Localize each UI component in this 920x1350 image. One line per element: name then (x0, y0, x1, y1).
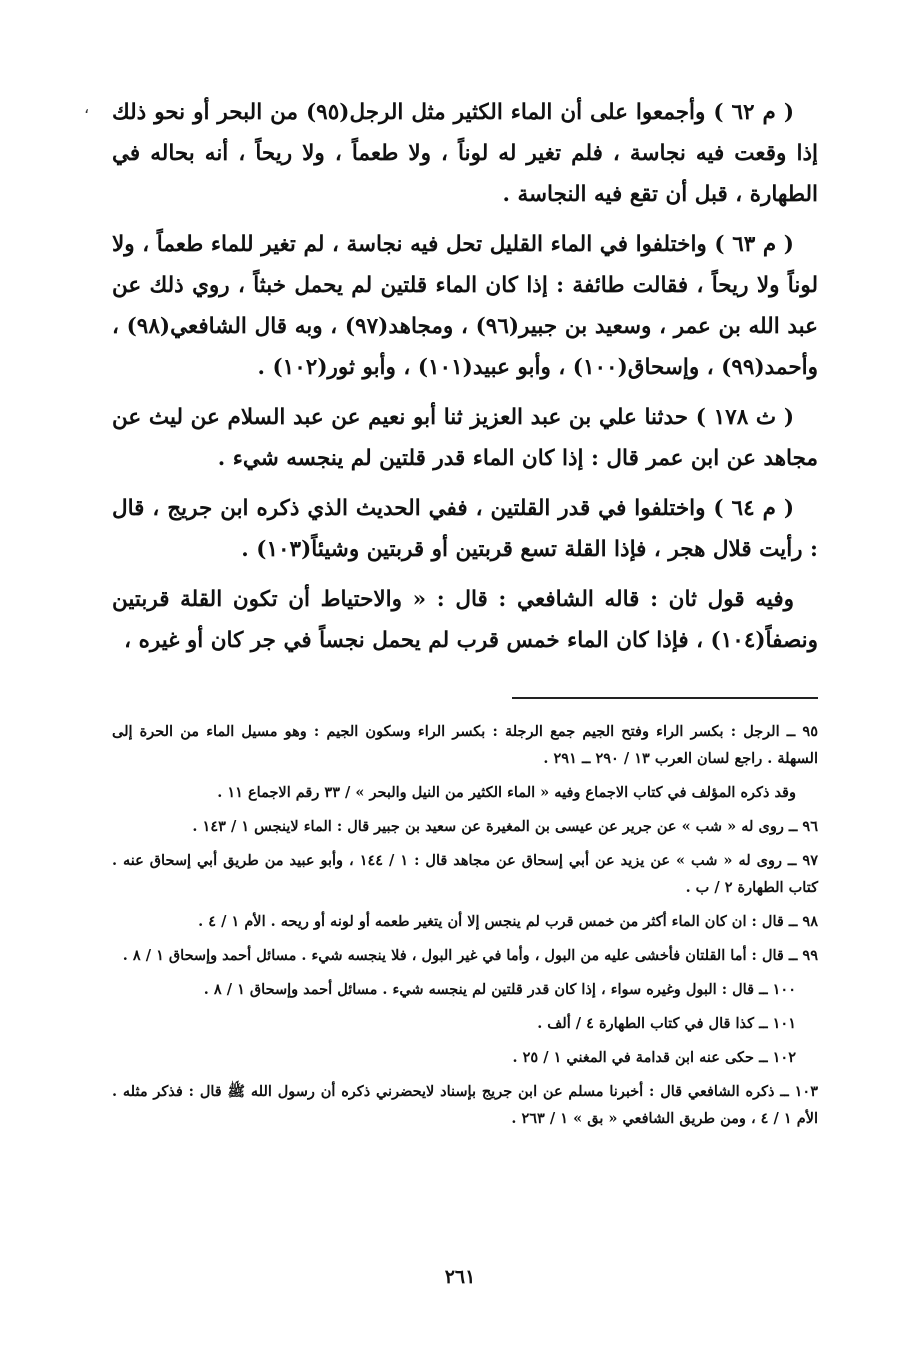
footnote-98: ٩٨ ــ قال : ان كان الماء أكثر من خمس قرب لم ينجس إلا أن يتغير طعمه أو لونه أو ريحه . الأم ١ / ٤ . (198, 913, 818, 930)
paragraph-m63: ( م ٦٣ ) واختلفوا في الماء القليل تحل فيه نجاسة ، لم تغير للماء طعماً ، ولا لوناً ولا ريحاً ، فقالت طائفة : إذا كان الماء قلتين لم يحمل خبثاً ، روي ذلك عن عبد الله بن عمر ، وسعيد بن جبير(٩٦) ، ومجاهد(٩٧) ، وبه قال الشافعي(٩٨) ، وأحمد(٩٩) ، وإسحاق(١٠٠) ، وأبو عبيد(١٠١) ، وأبو ثور(١٠٢) . (112, 232, 818, 380)
footnotes (112, 718, 818, 1139)
paragraph-m64: ( م ٦٤ ) واختلفوا في قدر القلتين ، ففي الحديث الذي ذكره ابن جريج ، قال : رأيت قلال هجر ، فإذا القلة تسع قربتين أو قربتين وشيئاً(١٠٣) . (112, 496, 818, 562)
page-number: ٢٦١ (444, 1266, 476, 1288)
footnote-95: ٩٥ ــ الرجل : بكسر الراء وفتح الجيم جمع الرجلة : بكسر الراء وسكون الجيم : وهو مسيل الماء من الحرة إلى السهلة . راجع لسان العرب ١٣ / ٢٩٠ ــ ٢٩١ . (112, 723, 818, 767)
footnote-separator (512, 697, 818, 699)
main-text (112, 92, 818, 670)
footnote-99: ٩٩ ــ قال : أما القلتان فأخشى عليه من البول ، وأما في غير البول ، فلا ينجسه شيء . مسائل أحمد وإسحاق ١ / ٨ . (122, 947, 818, 964)
footnote-103: ١٠٣ ــ ذكره الشافعي قال : أخبرنا مسلم عن ابن جريج بإسناد لايحضرني ذكره أن رسول الله ﷺ قال : فذكر مثله . الأم ١ / ٤ ، ومن طريق الشافعي « بق » ١ / ٢٦٣ . (112, 1083, 818, 1127)
footnote-101: ١٠١ ــ كذا قال في كتاب الطهارة ٤ / ألف . (537, 1015, 796, 1032)
footnote-96: ٩٦ ــ روى له « شب » عن جرير عن عيسى بن المغيرة عن سعيد بن جبير قال : الماء لاينجس ١ / ١٤٣ . (192, 818, 818, 835)
paragraph-m62: ( م ٦٢ ) وأجمعوا على أن الماء الكثير مثل الرجل(٩٥) من البحر أو نحو ذلك إذا وقعت فيه نجاسة ، فلم تغير له لوناً ، ولا طعماً ، ولا ريحاً ، أنه بحاله في الطهارة ، قبل أن تقع فيه النجاسة . (112, 100, 818, 207)
footnote-100: ١٠٠ ــ قال : البول وغيره سواء ، إذا كان قدر قلتين لم ينجسه شيء . مسائل أحمد وإسحاق ١ / ٨ . (203, 981, 796, 998)
margin-mark: ، (84, 98, 90, 117)
footnote-102: ١٠٢ ــ حكى عنه ابن قدامة في المغني ١ / ٢٥ . (512, 1049, 796, 1066)
footnote-97: ٩٧ ــ روى له « شب » عن يزيد عن أبي إسحاق عن مجاهد قال : ١ / ١٤٤ ، وأبو عبيد من طريق أبي إسحاق عنه . كتاب الطهارة ٢ / ب . (112, 852, 818, 896)
footnote-95-note: وقد ذكره المؤلف في كتاب الاجماع وفيه « الماء الكثير من النيل والبحر » / ٣٣ رقم الاجماع ١١ . (217, 784, 796, 801)
paragraph-second-opinion: وفيه قول ثان : قاله الشافعي : قال : « والاحتياط أن تكون القلة قربتين ونصفاً(١٠٤) ، فإذا كان الماء خمس قرب لم يحمل نجساً في جر كان أو غيره ، (112, 587, 818, 653)
paragraph-th178: ( ث ١٧٨ ) حدثنا علي بن عبد العزيز ثنا أبو نعيم عن عبد السلام عن ليث عن مجاهد عن ابن عمر قال : إذا كان الماء قدر قلتين لم ينجسه شيء . (112, 405, 818, 471)
